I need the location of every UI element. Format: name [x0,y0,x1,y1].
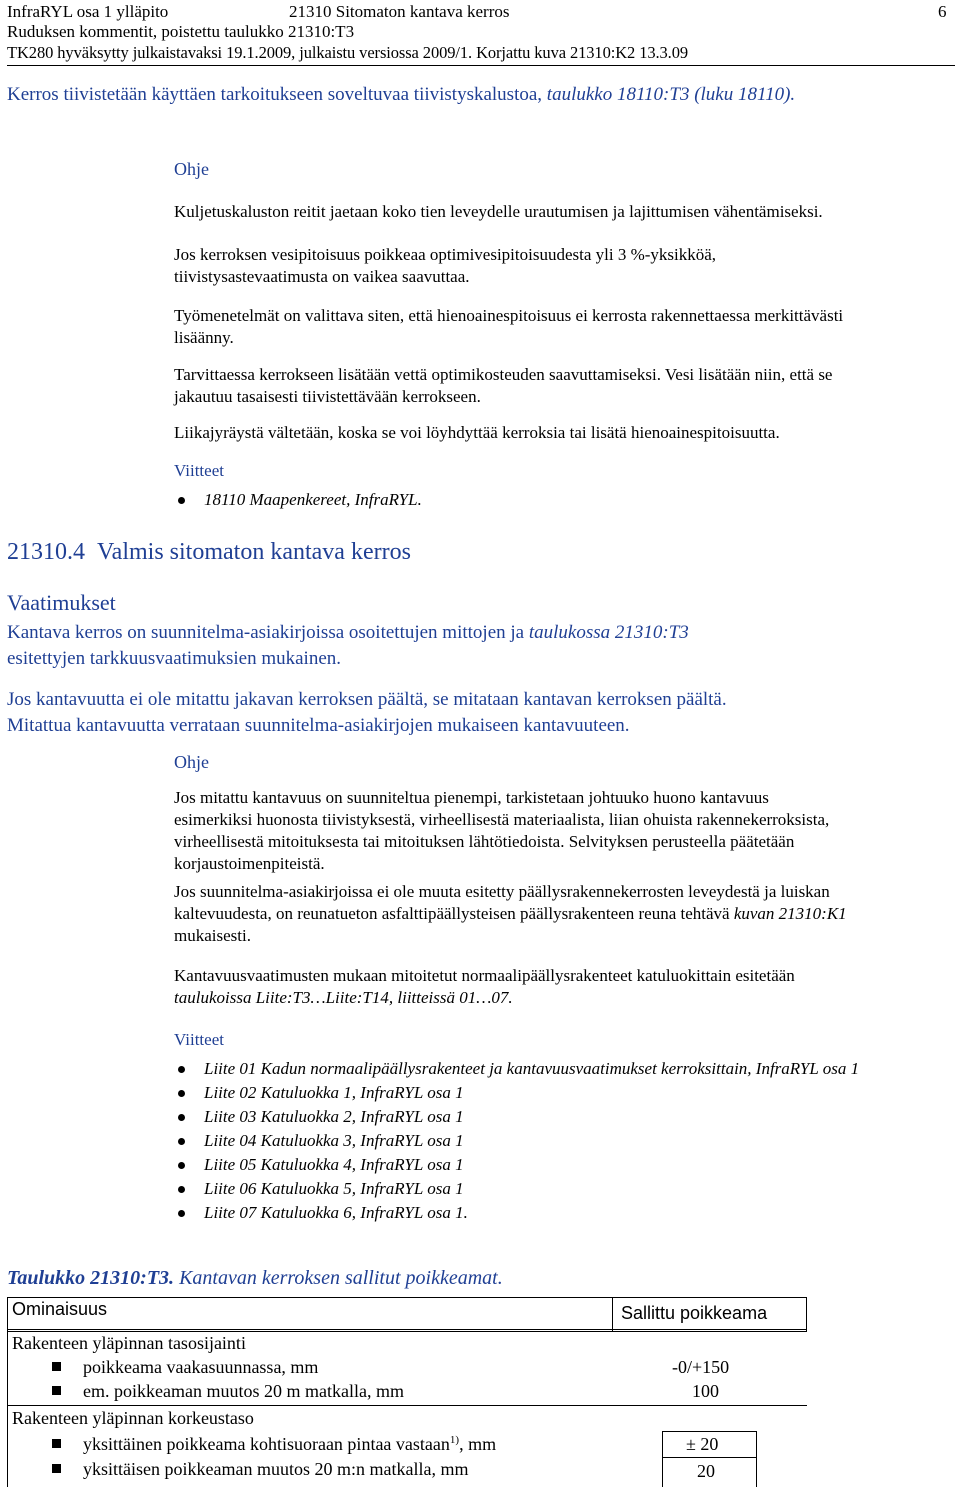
ohje-heading: Ohje [174,159,209,179]
references-list [174,1057,959,1225]
table-row [52,1381,404,1402]
table-border [662,1431,756,1432]
references-list [174,488,874,512]
ohje-paragraph: Työmenetelmät on valittava siten, että hienoainespitoisuus ei kerrosta rakennettaessa merkittävästi lisäänny. [174,306,844,347]
table-caption-title: Kantavan kerroksen sallitut poikkeamat. [174,1267,503,1289]
table-border [7,1329,807,1330]
row-label: em. poikkeaman muutos 20 m matkalla, mm [83,1381,404,1401]
table-caption-number: Taulukko 21310:T3. [7,1267,175,1289]
bullet-square [52,1362,61,1371]
table-border [7,1297,8,1487]
figure-reference: kuvan 21310:K1 [733,904,847,923]
reference-item: Liite 03 Katuluokka 2, InfraRYL osa 1 [174,1105,959,1129]
table-border [806,1297,807,1331]
row-label: yksittäisen poikkeaman muutos 20 m:n matkalla, mm [83,1459,469,1479]
table-row [52,1459,468,1480]
section-title: Valmis sitomaton kantava kerros [97,539,411,565]
ohje-paragraph: Jos kerroksen vesipitoisuus poikkeaa optimivesipitoisuudesta yli 3 %-yksikköä, tiivistysastevaatimusta on vaikea saavuttaa. [174,245,717,286]
table-border [756,1431,757,1487]
requirements-paragraph: Jos kantavuutta ei ole mitattu jakavan kerroksen päältä, se mitataan kantavan kerroksen päältä. Mitattua kantavuutta verrataan suunnitelma-asiakirjojen mukaiseen kantavuuteen. [7,689,727,736]
intro-reference: taulukko 18110:T3 (luku 18110). [546,84,796,105]
header-doc-name: InfraRYL osa 1 ylläpito [7,2,169,21]
row-value: -0/+150 [672,1357,730,1377]
table-group-label: Rakenteen yläpinnan korkeustaso [12,1408,254,1428]
row-value: 100 [692,1381,719,1401]
reference-item: Liite 06 Katuluokka 5, InfraRYL osa 1 [174,1177,959,1201]
reference-item: Liite 02 Katuluokka 1, InfraRYL osa 1 [174,1081,959,1105]
reference-item: Liite 01 Kadun normaalipäällysrakenteet ja kantavuusvaatimukset kerroksittain, InfraRYL osa 1 [174,1057,959,1081]
bullet-square [52,1439,61,1448]
table-row: yksittäinen poikkeama kohtisuoraan pintaa vastaan$^{1)}$, mm [52,1434,496,1455]
ohje-paragraph: Jos suunnitelma-asiakirjoissa ei ole muuta esitetty päällysrakennekerrosten leveydestä ja luiskan kaltevuudesta, on reunatueton asfalttipäällysteisen päällysrakenteen reuna tehtävä kuvan 21310:K1 mukaisesti. [174,882,847,945]
reference-item: Liite 07 Katuluokka 6, InfraRYL osa 1. [174,1201,959,1225]
row-value: ± 20 [686,1434,719,1454]
ohje-paragraph: Tarvittaessa kerrokseen lisätään vettä optimikosteuden saavuttamiseksi. Vesi lisätään niin, että se jakautuu tasaisesti tiivistettävään kerrokseen. [174,365,833,406]
table-border [7,1297,807,1298]
requirements-heading: Vaatimukset [7,590,116,615]
ohje-heading: Ohje [174,752,209,772]
column-header-property: Ominaisuus [12,1299,108,1319]
page-number: 6 [938,2,947,21]
deviation-table [7,1297,807,1487]
table-border [7,1331,807,1332]
table-border [662,1431,663,1487]
reference-item: Liite 05 Katuluokka 4, InfraRYL osa 1 [174,1153,959,1177]
column-header-tolerance: Sallittu poikkeama [621,1303,768,1323]
table-caption [7,1265,503,1291]
requirements-paragraph: Kantava kerros on suunnitelma-asiakirjoissa osoitettujen mittojen ja taulukossa 21310:T3 esitettyjen tarkkuusvaatimuksien mukainen. [7,622,689,669]
ohje-paragraph: Kuljetuskaluston reitit jaetaan koko tien leveydelle urautumisen ja lajittumisen vähentämiseksi. [174,202,823,221]
ohje-paragraph: Jos mitattu kantavuus on suunniteltua pienempi, tarkistetaan johtuuko huono kantavuus esimerkiksi huonosta tiivistyksestä, virheellisestä materiaalista, liian ohuista rakennekerroksista, virheellisestä mitoituksesta tai mitoituksen lähtötiedoista. Selvityksen perusteella päätetään korjaustoimenpiteistä. [174,788,830,873]
header-rule [7,65,955,66]
table-reference: taulukossa 21310:T3 [528,622,689,643]
ohje-paragraph: Liikajyräystä vältetään, koska se voi löyhdyttää kerroksia tai lisätä hienoainespitoisuutta. [174,423,780,442]
section-number: 21310.4 [7,539,85,565]
row-label: yksittäinen poikkeama kohtisuoraan pintaa vastaan [83,1434,450,1454]
bullet-square [52,1386,61,1395]
row-label: poikkeama vaakasuunnassa, mm [83,1357,319,1377]
header-approval-line: TK280 hyväksytty julkaistavaksi 19.1.2009, julkaistu versiossa 2009/1. Korjattu kuva 21310:K2 13.3.09 [7,43,689,62]
reference-item: Liite 04 Katuluokka 3, InfraRYL osa 1 [174,1129,959,1153]
table-border [7,1405,807,1406]
references-heading: Viitteet [174,1030,224,1049]
table-row [52,1357,318,1378]
bullet-square [52,1464,61,1473]
header-section-name: 21310 Sitomaton kantava kerros [289,2,510,21]
row-value: 20 [697,1461,715,1481]
header-comment-line: Ruduksen kommentit, poistettu taulukko 21310:T3 [7,22,355,41]
table-border [662,1457,756,1458]
intro-paragraph: Kerros tiivistetään käyttäen tarkoitukseen soveltuvaa tiivistyskalustoa, taulukko 18110:T3 (luku 18110). [7,84,796,105]
table-group-label: Rakenteen yläpinnan tasosijainti [12,1333,246,1353]
references-heading: Viitteet [174,461,224,480]
appendix-reference: taulukoissa Liite:T3…Liite:T14, liitteissä 01…07. [174,988,513,1007]
section-heading [7,537,411,567]
ohje-paragraph: Kantavuusvaatimusten mukaan mitoitetut normaalipäällysrakenteet katuluokittain esitetään taulukoissa Liite:T3…Liite:T14, liitteissä 01…07. [174,965,959,1009]
footnote-marker: 1) [449,1434,460,1446]
reference-item: 18110 Maapenkereet, InfraRYL. [174,488,874,512]
table-border [612,1297,613,1331]
